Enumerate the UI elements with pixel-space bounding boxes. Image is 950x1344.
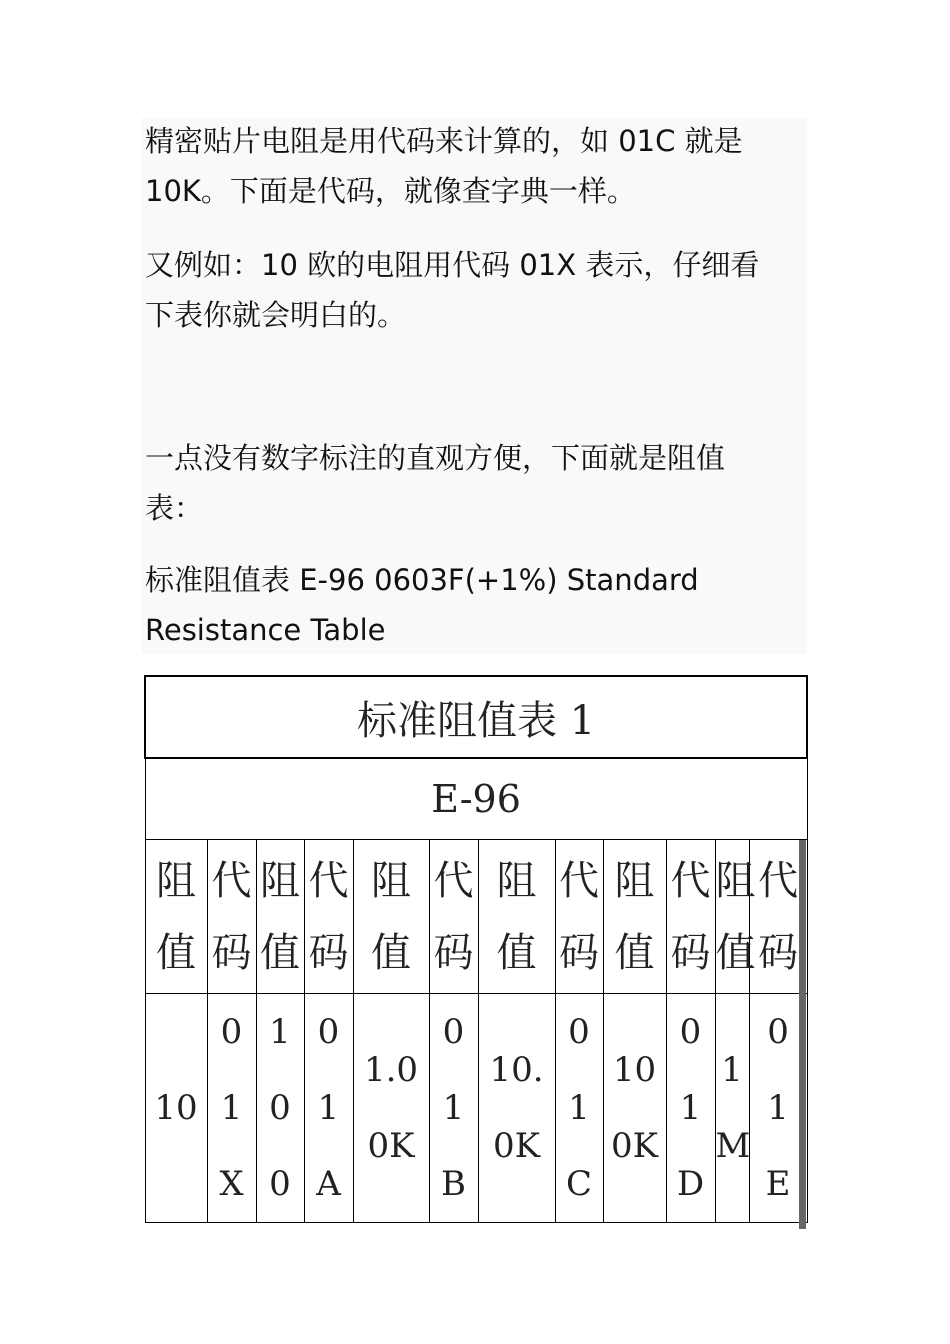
table-row [145,994,807,1223]
cell-resistance-value [353,994,429,1223]
cell-resistance-value [256,994,304,1223]
header-char: 码 [308,929,349,976]
header-char: 阻 [260,857,300,904]
paragraph-line: 标准阻值表 E-96 0603F(+1%) Standard [145,563,699,597]
header-char: 码 [433,929,474,976]
cell-resistance-value [715,994,749,1223]
cell-text: 0 [220,1012,243,1052]
header-cell-value [715,840,756,994]
table-subtitle: E-96 [145,758,807,840]
header-char: 代 [211,857,252,904]
header-char: 阻 [614,857,655,904]
cell-text: B [441,1164,466,1204]
cell-text: 0 [317,1012,340,1052]
paragraph-intro [145,116,805,216]
cell-text: 1 [269,1012,291,1052]
cell-text: 10. [489,1050,544,1090]
cell-text: A [316,1164,341,1204]
cell-text: 0 [269,1164,291,1204]
cell-text: M [715,1126,751,1166]
cell-text: 0K [492,1126,541,1166]
cell-text: 1 [568,1088,590,1128]
paragraph-line: 一点没有数字标注的直观方便，下面就是阻值 [145,441,726,475]
cell-resistance-value [603,994,666,1223]
header-char: 阻 [371,857,411,904]
cell-text: C [565,1164,592,1204]
cell-text: 0 [269,1088,291,1128]
table-edge-shadow [799,840,806,1229]
cell-text: 0 [767,1012,789,1052]
cell-text: 1 [317,1088,340,1128]
header-char: 值 [496,929,537,976]
cell-text: 10 [154,1088,198,1128]
header-char: 码 [211,929,252,976]
cell-text: 1 [679,1088,702,1128]
cell-text: 1 [220,1088,243,1128]
paragraph-line: 又例如：10 欧的电阻用代码 01X 表示，仔细看 [145,248,760,282]
header-char: 代 [433,857,474,904]
header-char: 代 [758,857,799,904]
header-cell-value [145,840,207,994]
header-cell-value [353,840,429,994]
paragraph-line: 表： [145,491,204,525]
header-char: 阻 [156,857,196,904]
cell-text: 0 [568,1012,590,1052]
header-char: 值 [614,929,655,976]
cell-resistance-value [145,994,207,1223]
cell-text: X [219,1164,244,1204]
header-cell-value [478,840,555,994]
cell-text: 1.0 [363,1050,419,1090]
header-char: 码 [670,929,711,976]
cell-text: 1 [721,1050,743,1090]
cell-code [666,994,715,1223]
header-cell-code [666,840,715,994]
cell-code [207,994,256,1223]
cell-text: 0 [679,1012,702,1052]
paragraph-table-intro [145,433,805,533]
header-char: 值 [156,929,196,976]
header-char: 码 [559,929,599,976]
header-char: 代 [308,857,349,904]
paragraph-example [145,240,805,340]
cell-text: 0K [367,1126,415,1166]
cell-code [429,994,478,1223]
header-char: 代 [559,857,599,904]
header-char: 码 [758,929,799,976]
cell-code [555,994,603,1223]
resistance-table [144,675,808,1223]
header-char: 值 [371,929,411,976]
header-char: 阻 [496,857,537,904]
paragraph-line: 下表你就会明白的。 [145,298,407,332]
cell-text: 0K [610,1126,659,1166]
table-header-row [145,840,807,994]
paragraph-line: 精密贴片电阻是用代码来计算的，如 01C 就是 [145,124,743,158]
header-cell-code [555,840,603,994]
cell-text: 0 [442,1012,465,1052]
header-char: 阻 [715,857,756,904]
cell-code [304,994,353,1223]
cell-text: 10 [612,1050,657,1090]
paragraph-line: Resistance Table [145,613,386,647]
cell-text: E [765,1164,791,1204]
header-cell-code [429,840,478,994]
header-char: 值 [715,929,756,976]
paragraph-table-caption [145,555,805,655]
header-cell-value [256,840,304,994]
header-cell-value [603,840,666,994]
table-title: 标准阻值表 1 [145,676,807,758]
cell-text: 1 [442,1088,465,1128]
cell-text: 1 [767,1088,789,1128]
paragraph-line: 10K。下面是代码，就像查字典一样。 [145,174,636,208]
cell-resistance-value [478,994,555,1223]
header-cell-code [207,840,256,994]
cell-text: D [676,1164,705,1204]
header-char: 值 [260,929,300,976]
header-cell-code [304,840,353,994]
header-char: 代 [670,857,711,904]
